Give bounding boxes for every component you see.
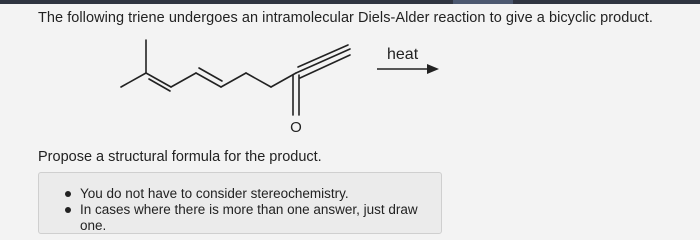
- top-bar: [0, 0, 700, 4]
- oxygen-atom-label: O: [290, 119, 302, 135]
- chain-bond-3: [246, 73, 271, 87]
- chain-bond-1: [171, 73, 196, 87]
- alkyne-bond: [296, 49, 350, 73]
- reaction-arrow-icon: [377, 62, 441, 76]
- triene-structure: [110, 35, 360, 135]
- chain-bond-2: [221, 73, 246, 87]
- hint-item: You do not have to consider stereochemistry.: [65, 186, 441, 202]
- alkyne-bond-second: [298, 45, 348, 67]
- alkene-bond-2: [196, 73, 221, 87]
- top-bar-tab: [453, 0, 513, 4]
- hint-item: In cases where there is more than one answer, just draw one.: [65, 202, 441, 234]
- alkene-bond-2-second: [199, 68, 222, 81]
- prompt-text: Propose a structural formula for the product.: [38, 149, 322, 165]
- methyl-bond-left: [121, 73, 146, 87]
- question-text: The following triene undergoes an intramolecular Diels-Alder reaction to give a bicyclic product.: [38, 10, 653, 26]
- alkyne-bond-third: [300, 55, 350, 78]
- reaction-condition-label: heat: [387, 46, 419, 63]
- hint-box: [38, 172, 442, 234]
- hint-list: [39, 173, 441, 234]
